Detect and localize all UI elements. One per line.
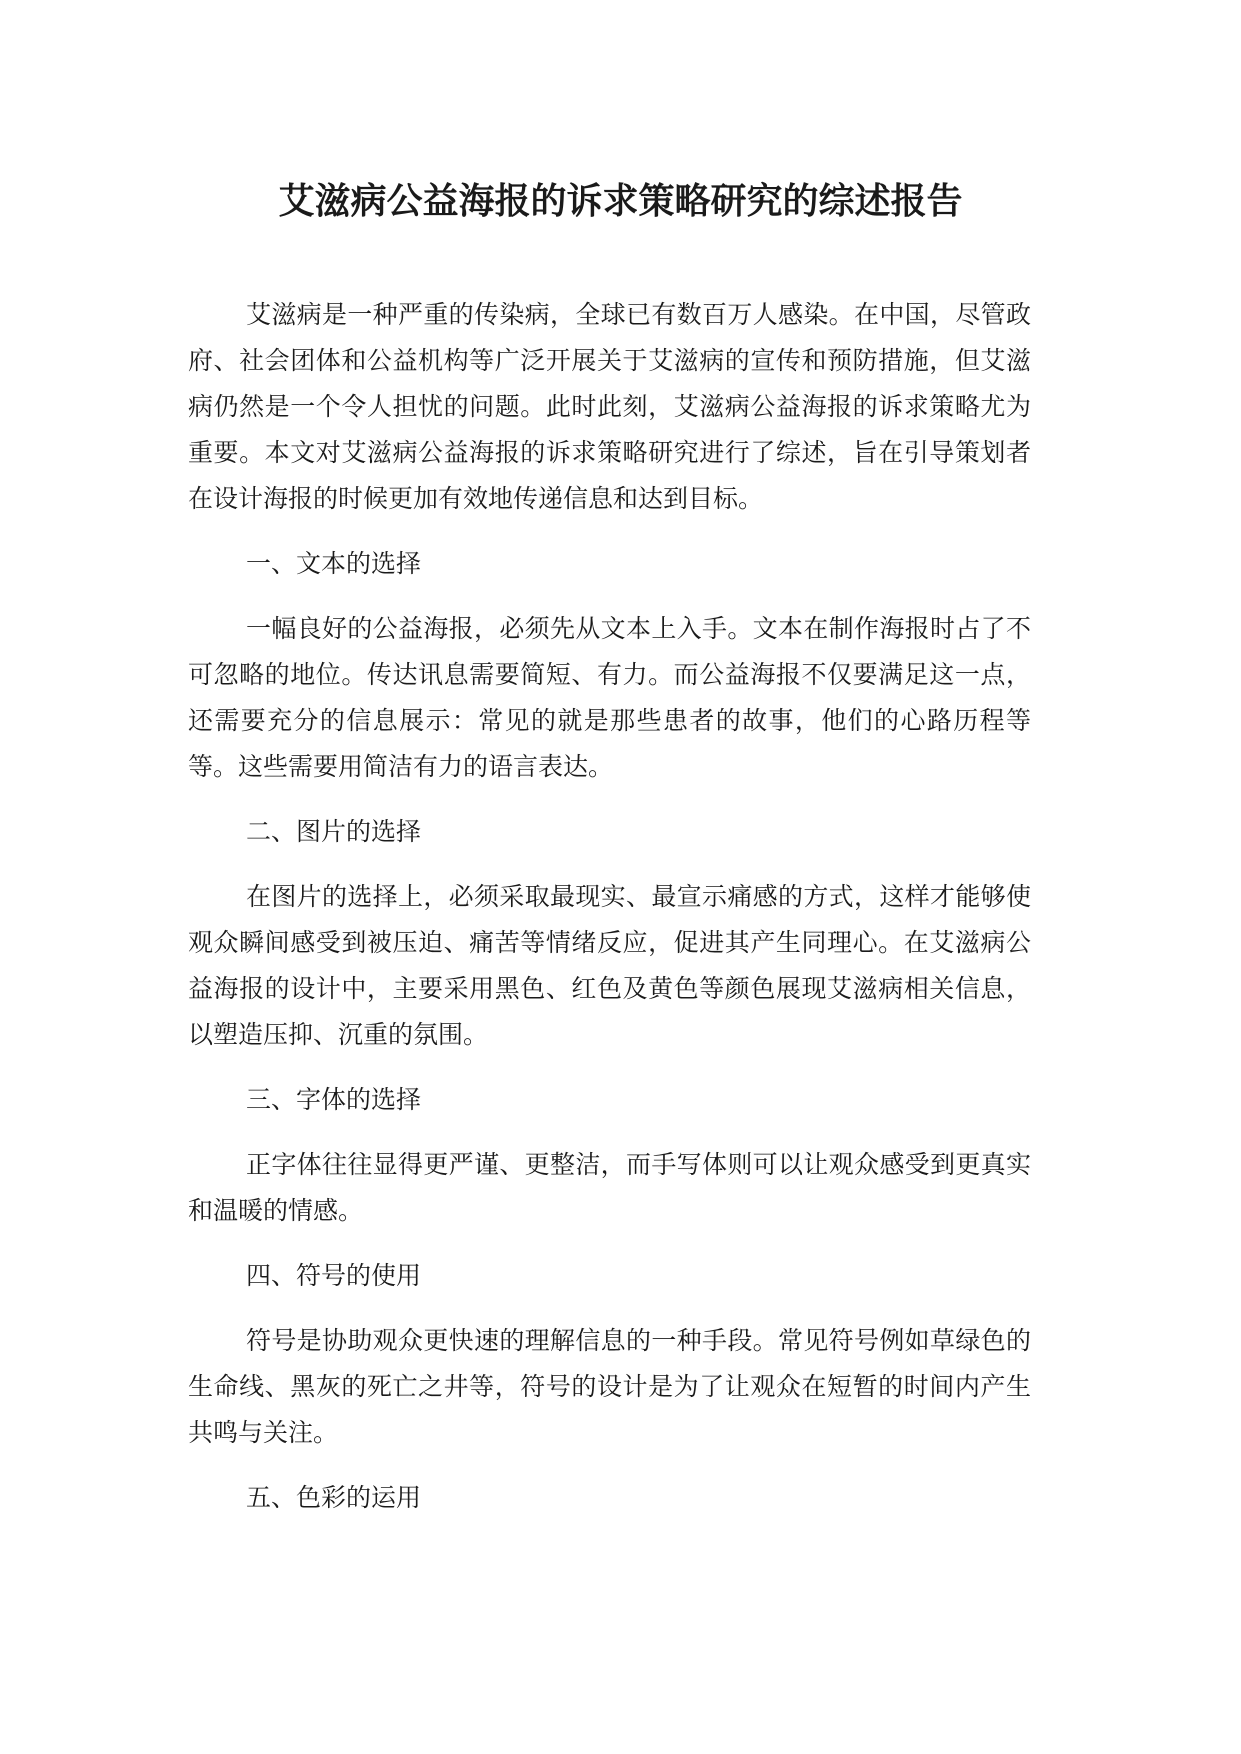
intro-paragraph: 艾滋病是一种严重的传染病，全球已有数百万人感染。在中国，尽管政府、社会团体和公益机构等广泛开展关于艾滋病的宣传和预防措施，但艾滋病仍然是一个令人担忧的问题。此时此刻，艾滋病公益海报的诉求策略尤为重要。本文对艾滋病公益海报的诉求策略研究进行了综述，旨在引导策划者在设计海报的时候更加有效地传递信息和达到目标。	[188, 300, 1031, 513]
section-paragraph-image: 在图片的选择上，必须采取最现实、最宣示痛感的方式，这样才能够使观众瞬间感受到被压迫、痛苦等情绪反应，促进其产生同理心。在艾滋病公益海报的设计中，主要采用黑色、红色及黄色等颜色展现艾滋病相关信息，以塑造压抑、沉重的氛围。	[188, 882, 1031, 1049]
section-paragraph-font: 正字体往往显得更严谨、更整洁，而手写体则可以让观众感受到更真实和温暖的情感。	[188, 1150, 1031, 1225]
section-heading-color: 五、色彩的运用	[246, 1483, 422, 1512]
document-body	[188, 292, 1031, 1540]
section-paragraph-symbol: 符号是协助观众更快速的理解信息的一种手段。常见符号例如草绿色的生命线、黑灰的死亡之井等，符号的设计是为了让观众在短暂的时间内产生共鸣与关注。	[188, 1326, 1031, 1447]
section-heading-font: 三、字体的选择	[246, 1085, 422, 1114]
section-paragraph-text: 一幅良好的公益海报，必须先从文本上入手。文本在制作海报时占了不可忽略的地位。传达讯息需要简短、有力。而公益海报不仅要满足这一点，还需要充分的信息展示：常见的就是那些患者的故事，他们的心路历程等等。这些需要用简洁有力的语言表达。	[188, 614, 1031, 781]
document-title: 艾滋病公益海报的诉求策略研究的综述报告	[278, 181, 963, 222]
section-heading-image: 二、图片的选择	[246, 817, 422, 846]
section-heading-text: 一、文本的选择	[246, 549, 422, 578]
section-heading-symbol: 四、符号的使用	[246, 1261, 422, 1290]
